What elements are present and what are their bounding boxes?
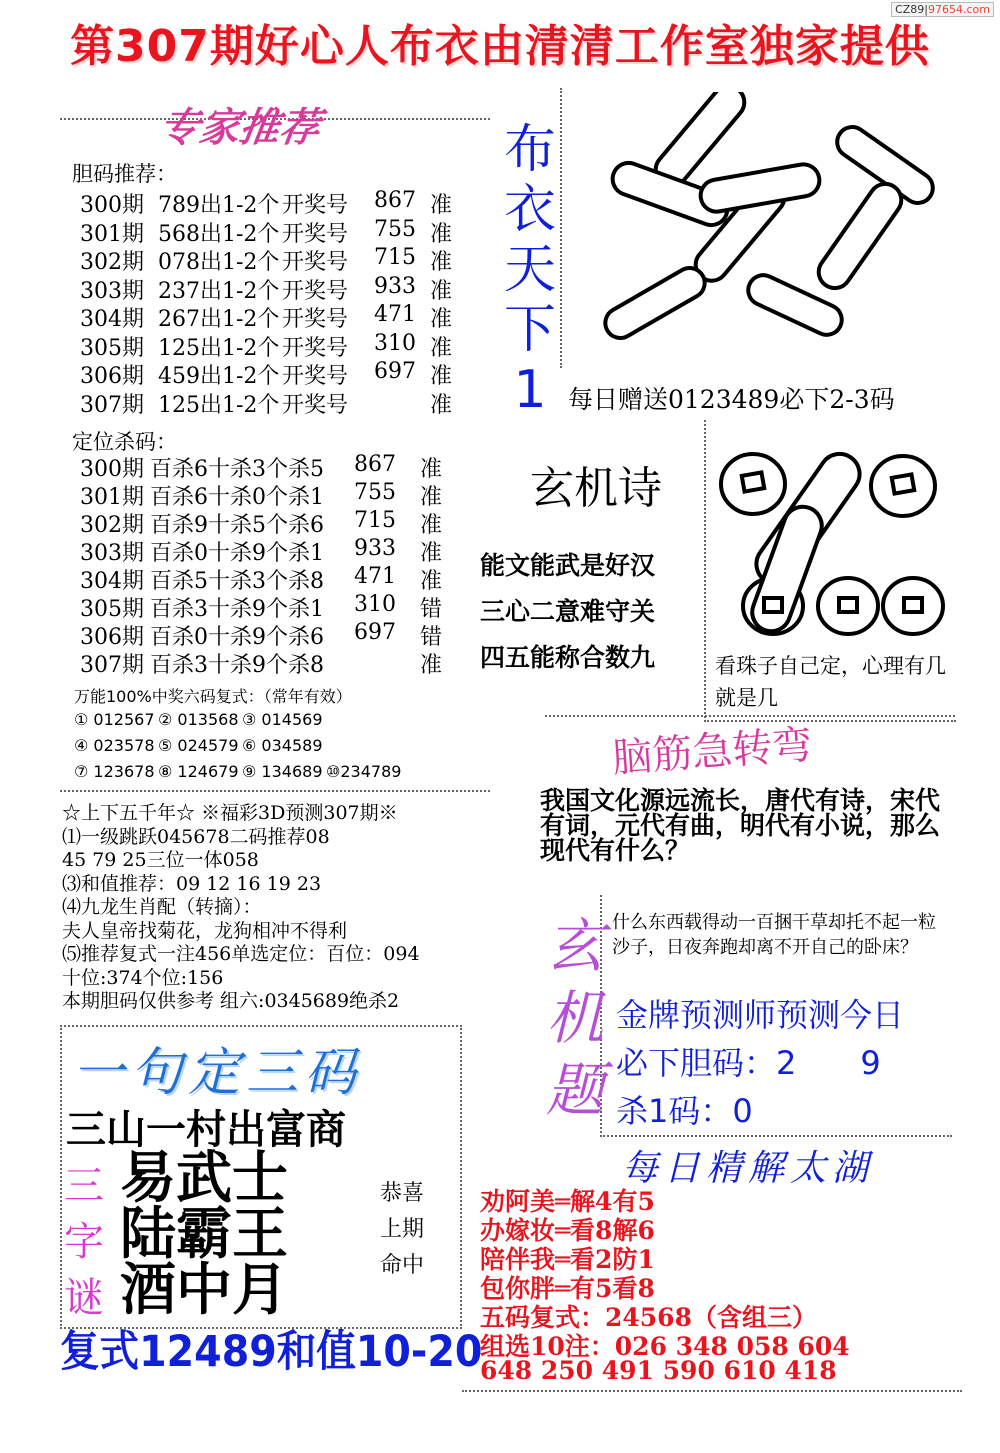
dan-period: 302期	[80, 250, 144, 275]
dan-result: 准	[430, 335, 453, 361]
taihu-line: 陪伴我═看2防1	[480, 1245, 655, 1274]
dan-period: 306期	[80, 364, 144, 389]
taihu-line: 五码复式：24568（含组三）	[480, 1303, 817, 1332]
dan-period: 304期	[80, 307, 144, 332]
dan-result: 准	[430, 221, 453, 247]
sanzi-label	[64, 1158, 116, 1326]
dan-period: 300期	[80, 193, 144, 218]
dan-result: 准	[430, 392, 453, 418]
dan-label: 开奖号	[282, 364, 349, 389]
kill-result: 准	[420, 513, 443, 538]
combo-item: ② 013568	[158, 710, 239, 729]
poem-line: 四五能称合数九	[480, 643, 656, 672]
dan-period: 305期	[80, 335, 144, 361]
kill-draw: 933	[354, 536, 396, 561]
buyi-char: 衣	[503, 180, 556, 240]
sanzi-word: 陆霸王	[120, 1201, 288, 1267]
kill-result: 准	[420, 569, 443, 594]
dan-label: 开奖号	[282, 250, 349, 275]
brain-teaser-title: 脑筋急转弯	[610, 722, 814, 782]
dan-label: 开奖号	[282, 307, 349, 332]
combo-item: ④ 023578	[74, 736, 155, 755]
combo-label: 万能100%中奖六码复式：（常年有效）	[74, 687, 352, 706]
dan-period: 303期	[80, 278, 144, 304]
taihu-title: 每日精解太湖	[622, 1148, 875, 1189]
gold-line: 必下胆码：2 9	[616, 1044, 881, 1082]
forecast-line: 45 79 25三位一体058	[62, 849, 259, 871]
kill-kill: 百杀0十杀9个杀6	[150, 625, 324, 650]
sanzi-char: 三	[64, 1163, 104, 1209]
kill-kill: 百杀3十杀9个杀1	[150, 597, 324, 622]
dan-label: 开奖号	[282, 278, 349, 304]
forecast-line: ⑸推荐复式一注456单选定位：百位：094	[62, 943, 420, 965]
beads-illustration	[708, 424, 952, 646]
brain-teaser-text: 我国文化源远流长，唐代有诗，宋代有词，元代有曲，明代有小说，那么现代有什么？	[540, 786, 941, 865]
combo-item: ① 012567	[74, 710, 155, 729]
congrats-note	[380, 1176, 440, 1284]
kill-label: 定位杀码：	[72, 430, 177, 454]
buyi-char: 布	[503, 120, 556, 180]
dan-draw: 310	[374, 330, 416, 356]
kill-period: 307期	[80, 653, 144, 678]
kill-period: 305期	[80, 597, 144, 622]
forecast-line: ☆上下五千年☆ ※福彩3D预测307期※	[62, 802, 398, 824]
kill-period: 302期	[80, 513, 144, 538]
forecast-line: 夫人皇帝找菊花，龙狗相冲不得利	[62, 919, 348, 942]
dan-label: 开奖号	[282, 193, 349, 218]
sanzi-char: 谜	[64, 1275, 104, 1321]
xuanji-char: 题	[545, 1056, 604, 1124]
kill-period: 300期	[80, 457, 144, 482]
kill-draw: 471	[354, 564, 396, 589]
dan-draw: 933	[374, 273, 416, 299]
sanzi-char: 字	[64, 1219, 104, 1265]
dan-draw: 867	[374, 188, 416, 213]
dan-pick: 789出1-2个	[158, 193, 280, 218]
xuanji-riddle: 什么东西载得动一百捆干草却托不起一粒沙子，日夜奔跑却离不开自己的卧床？	[612, 912, 936, 958]
kill-result: 准	[420, 485, 443, 510]
dan-period: 301期	[80, 221, 144, 247]
buyi-char: 天	[503, 240, 556, 300]
watermark-site: 97654.com	[928, 3, 990, 16]
xuanji-title	[540, 910, 610, 1126]
yiju-phrase: 三山一村出富商	[66, 1107, 346, 1153]
kill-period: 301期	[80, 485, 144, 510]
kill-kill: 百杀0十杀9个杀1	[150, 541, 324, 566]
kill-kill: 百杀9十杀5个杀6	[150, 513, 324, 538]
dan-result: 准	[430, 193, 453, 218]
taihu-line: 组选10注：026 348 058 604	[480, 1332, 850, 1361]
combo-item: ⑩234789	[326, 762, 402, 781]
buyi-char: 下	[503, 300, 556, 360]
dan-label: 开奖号	[282, 221, 349, 247]
beads-note: 看珠子自己定，心理有几就是几	[715, 654, 946, 710]
dan-pick: 568出1-2个	[158, 221, 280, 247]
dan-draw: 697	[374, 359, 416, 384]
congrats-line: 上期	[380, 1217, 425, 1242]
poem-line: 能文能武是好汉	[480, 551, 656, 580]
watermark-prefix: CZ89	[895, 3, 925, 16]
kill-result: 准	[420, 541, 443, 566]
sanzi-words	[120, 1145, 288, 1323]
taihu-line: 包你胖═有5看8	[480, 1274, 655, 1303]
fushi-summary: 复式12489和值10-20	[60, 1327, 483, 1377]
kill-period: 306期	[80, 625, 144, 650]
dan-pick: 125出1-2个	[158, 392, 280, 418]
congrats-line: 恭喜	[380, 1181, 425, 1206]
kill-draw: 867	[354, 452, 396, 477]
dan-period: 307期	[80, 392, 144, 418]
forecast-line: ⑴一级跳跃045678二码推荐08	[62, 825, 330, 848]
combo-item: ⑤ 024579	[158, 736, 239, 755]
taihu-line: 办嫁妆═看8解6	[480, 1216, 655, 1245]
dan-pick: 125出1-2个	[158, 335, 280, 361]
poem-title: 玄机诗	[530, 463, 662, 514]
kill-result: 准	[420, 457, 443, 482]
kill-period: 304期	[80, 569, 144, 594]
kill-kill: 百杀6十杀3个杀5	[150, 457, 324, 482]
watermark: CZ89|97654.com	[891, 2, 994, 17]
forecast-line: 十位:374个位:156	[62, 966, 224, 989]
expert-heading: 专家推荐	[156, 105, 323, 151]
dan-draw: 471	[374, 302, 416, 327]
dan-result: 准	[430, 278, 453, 304]
kill-kill: 百杀3十杀9个杀8	[150, 653, 324, 678]
divider	[60, 790, 490, 792]
xuanji-char: 玄	[545, 912, 604, 980]
dan-pick: 237出1-2个	[158, 278, 280, 304]
xuanji-char: 机	[545, 984, 604, 1052]
dan-label: 开奖号	[282, 392, 349, 418]
kill-draw: 755	[354, 480, 396, 505]
taihu-line: 劝阿美═解4有5	[480, 1187, 655, 1216]
page-title: 第307期好心人布衣由清清工作室独家提供	[70, 21, 930, 72]
combo-item: ③ 014569	[242, 710, 323, 729]
dan-label: 胆码推荐：	[72, 162, 177, 186]
dan-pick: 267出1-2个	[158, 307, 280, 332]
kill-period: 303期	[80, 541, 144, 566]
congrats-line: 命中	[380, 1253, 425, 1278]
kill-kill: 百杀5十杀3个杀8	[150, 569, 324, 594]
forecast-line: 本期胆码仅供参考 组六:0345689绝杀2	[62, 990, 400, 1012]
dan-result: 准	[430, 364, 453, 389]
kill-draw: 715	[354, 508, 396, 533]
gold-line: 金牌预测师预测今日	[616, 996, 905, 1034]
forecast-line: ⑷九龙生肖配（转摘）：	[62, 896, 262, 918]
buyi-vertical	[500, 120, 560, 420]
dan-pick: 459出1-2个	[158, 364, 280, 389]
combo-item: ⑦ 123678	[74, 762, 155, 781]
kill-draw: 310	[354, 592, 396, 617]
dan-result: 准	[430, 307, 453, 332]
combo-item: ⑧ 124679	[158, 762, 239, 781]
sanzi-word: 易武士	[120, 1145, 288, 1211]
gold-line: 杀1码：0	[616, 1092, 753, 1130]
kill-result: 准	[420, 653, 443, 678]
dan-pick: 078出1-2个	[158, 250, 280, 275]
yiju-title: 一句定三码	[72, 1043, 363, 1103]
combo-item: ⑨ 134689	[242, 762, 323, 781]
dan-label: 开奖号	[282, 335, 349, 361]
dan-result: 准	[430, 250, 453, 275]
dan-draw: 715	[374, 245, 416, 270]
poem-line: 三心二意难守关	[480, 597, 656, 626]
sanzi-word: 酒中月	[120, 1257, 288, 1323]
daily-gift: 每日赠送0123489必下2-3码	[568, 385, 895, 414]
combo-item: ⑥ 034589	[242, 736, 323, 755]
kill-result: 错	[420, 625, 443, 650]
kill-kill: 百杀6十杀0个杀1	[150, 485, 324, 510]
dan-draw: 755	[374, 216, 416, 242]
kill-result: 错	[420, 597, 443, 622]
forecast-line: ⑶和值推荐：09 12 16 19 23	[62, 872, 322, 895]
kill-draw: 697	[354, 620, 396, 645]
sticks-symbol-illustration	[570, 92, 950, 372]
taihu-line: 648 250 491 590 610 418	[480, 1356, 837, 1385]
buyi-char: 1	[513, 360, 547, 420]
